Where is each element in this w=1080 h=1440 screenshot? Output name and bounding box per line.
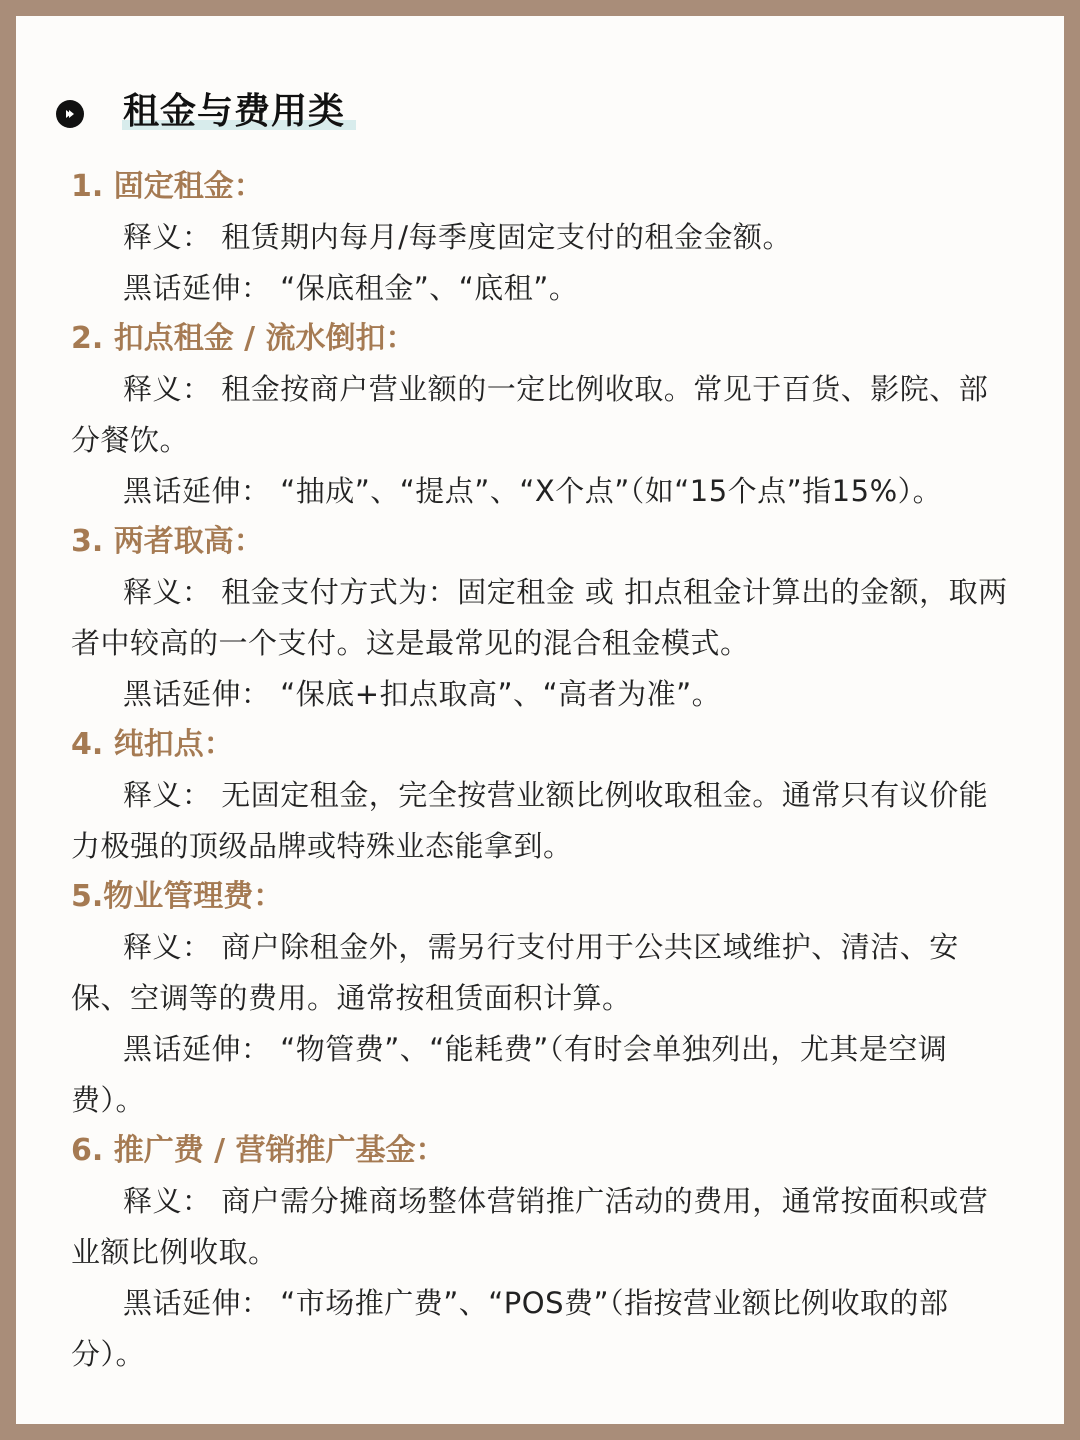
term-item bbox=[71, 720, 1011, 872]
term-definition: 释义： 租金支付方式为：固定租金 或 扣点租金计算出的金额，取两者中较高的一个支付。这是最常见的混合租金模式。 bbox=[71, 575, 1008, 660]
term-slang: 黑话延伸： “保底+扣点取高”、“高者为准”。 bbox=[123, 677, 722, 711]
term-slang: 黑话延伸： “抽成”、“提点”、“X个点”（如“15个点”指15%）。 bbox=[123, 474, 943, 508]
term-definition: 释义： 无固定租金，完全按营业额比例收取租金。通常只有议价能力极强的顶级品牌或特殊业态能拿到。 bbox=[71, 778, 989, 863]
play-arrow-icon bbox=[56, 100, 84, 128]
play-arrow-glyph bbox=[63, 107, 77, 121]
term-definition: 释义： 商户除租金外，需另行支付用于公共区域维护、清洁、安保、空调等的费用。通常按租赁面积计算。 bbox=[71, 930, 959, 1015]
term-definition: 释义： 租金按商户营业额的一定比例收取。常见于百货、影院、部分餐饮。 bbox=[71, 372, 989, 457]
term-list bbox=[71, 162, 1011, 1380]
term-heading: 2. 扣点租金 / 流水倒扣： bbox=[71, 321, 416, 356]
term-heading: 5.物业管理费： bbox=[71, 879, 284, 914]
term-definition: 释义： 商户需分摊商场整体营销推广活动的费用，通常按面积或营业额比例收取。 bbox=[71, 1184, 989, 1269]
term-item bbox=[71, 872, 1011, 1126]
term-heading: 4. 纯扣点： bbox=[71, 727, 234, 762]
section-header bbox=[56, 86, 84, 142]
content-card bbox=[16, 16, 1064, 1424]
term-slang: 黑话延伸： “保底租金”、“底租”。 bbox=[123, 271, 579, 305]
term-definition: 释义： 租赁期内每月/每季度固定支付的租金金额。 bbox=[123, 220, 792, 254]
term-item bbox=[71, 162, 1011, 314]
term-slang: 黑话延伸： “市场推广费”、“POS费”（指按营业额比例收取的部分）。 bbox=[71, 1286, 949, 1371]
term-heading: 3. 两者取高： bbox=[71, 524, 264, 559]
term-slang: 黑话延伸： “物管费”、“能耗费”（有时会单独列出，尤其是空调费）。 bbox=[71, 1032, 948, 1117]
term-heading: 1. 固定租金： bbox=[71, 169, 264, 204]
page-title: 租金与费用类 bbox=[123, 91, 346, 132]
term-item bbox=[71, 1126, 1011, 1380]
term-item bbox=[71, 314, 1011, 517]
term-heading: 6. 推广费 / 营销推广基金： bbox=[71, 1133, 446, 1168]
term-item bbox=[71, 517, 1011, 720]
